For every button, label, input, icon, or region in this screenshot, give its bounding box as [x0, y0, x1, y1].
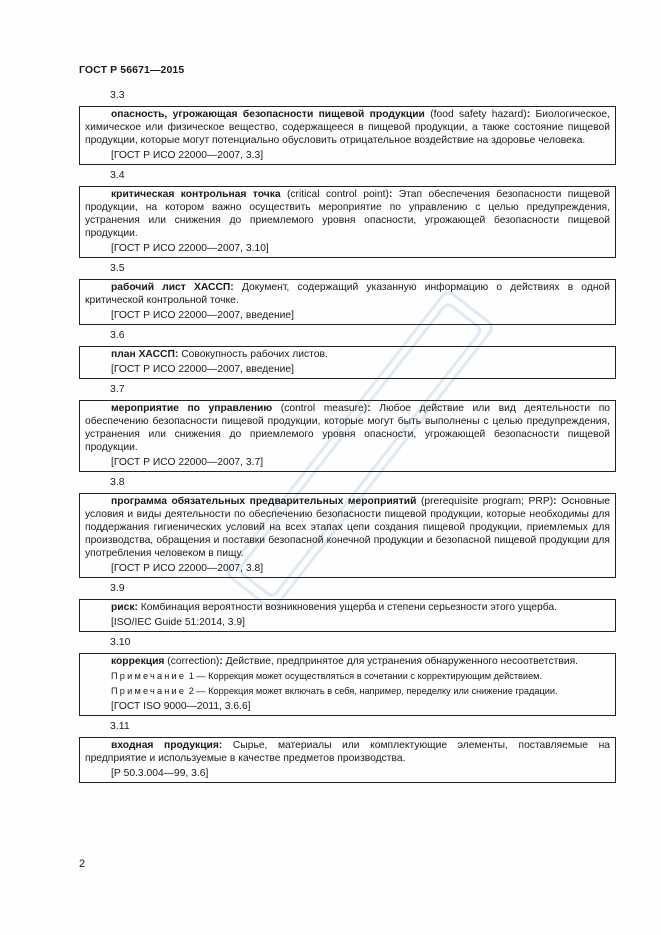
terms-list [79, 88, 616, 786]
note-label: Примечание [111, 671, 187, 681]
term-reference: [Р 50.3.004—99, 3.6] [111, 768, 209, 779]
term-note [85, 670, 610, 683]
term-entry [79, 493, 616, 578]
term-entry [79, 279, 616, 325]
term-definition [85, 601, 610, 614]
term-english: (control measure) [272, 403, 368, 414]
term-reference: [ГОСТ ISO 9000—2011, 3.6.6] [111, 701, 251, 712]
term-definition-text: Любое действие или вид деятельности по обеспечению безопасности пищевой продукции, которые могут быть выполнены с целью предупреждения, устранения или снижения до приемлемого уровня опасности, угрожающей безопасности пищевой продукции. [85, 403, 610, 453]
term-english: (critical control point) [280, 189, 389, 200]
term-english: (correction) [164, 656, 220, 667]
term-entry [79, 106, 616, 165]
term-definition-text: Комбинация вероятности возникновения ущерба и степени серьезности этого ущерба. [140, 602, 558, 613]
term-number: 3.8 [110, 476, 125, 488]
term-separator: : [230, 282, 242, 293]
term-english: (prerequisite program; PRP) [416, 496, 554, 507]
term-number: 3.3 [110, 89, 125, 101]
term-title: критическая контрольная точка [111, 189, 281, 200]
term-title: план ХАССП [111, 349, 175, 360]
term-definition-text: Документ, содержащий указанную информацию о действиях в одной критической контрольной точке. [85, 282, 610, 306]
term-english: (food safety hazard) [424, 109, 527, 120]
term-title: рабочий лист ХАССП [111, 282, 231, 293]
term-title: опасность, угрожающая безопасности пищевой продукции [111, 109, 425, 120]
term-note [85, 685, 610, 698]
term-number: 3.11 [110, 720, 130, 732]
term-reference: [ГОСТ Р ИСО 22000—2007, введение] [111, 364, 294, 375]
document-header: ГОСТ Р 56671—2015 [79, 64, 185, 76]
page-number: 2 [79, 858, 86, 870]
term-entry [79, 186, 616, 258]
term-definition [85, 108, 610, 147]
term-reference: [ISO/IEC Guide 51:2014, 3.9] [111, 617, 245, 628]
term-reference: [ГОСТ Р ИСО 22000—2007, 3.10] [111, 243, 269, 254]
term-reference: [ГОСТ Р ИСО 22000—2007, введение] [111, 310, 294, 321]
term-entry [79, 400, 616, 472]
term-entry [79, 653, 616, 716]
term-reference: [ГОСТ Р ИСО 22000—2007, 3.3] [111, 150, 264, 161]
term-separator: : [367, 403, 380, 414]
term-separator: : [134, 602, 141, 613]
term-separator: : [174, 349, 182, 360]
term-reference: [ГОСТ Р ИСО 22000—2007, 3.7] [111, 457, 264, 468]
term-title: программа обязательных предварительных мероприятий [111, 496, 417, 507]
term-definition [85, 281, 610, 307]
term-definition [85, 655, 610, 668]
term-definition [85, 348, 610, 361]
term-separator: : [526, 109, 536, 120]
term-number: 3.7 [110, 383, 125, 395]
term-title: входная продукция [111, 740, 219, 751]
term-definition-text: Основные условия и виды деятельности по обеспечению безопасности пищевой продукции, которые необходимы для поддержания гигиенических условий на всех этапах цепи создания пищевой продукции, приемлемых для производства, обращения и поставки безопасной конечной продукции и безопасной пищевой продукции для употребления человеком в пищу. [85, 496, 610, 559]
term-entry [79, 346, 616, 379]
term-number: 3.4 [110, 169, 125, 181]
term-definition-text: Сырье, материалы или комплектующие элементы, поставляемые на предприятие и используемые в качестве предметов производства. [85, 740, 610, 764]
term-number: 3.9 [110, 582, 125, 594]
term-title: мероприятие по управлению [111, 403, 273, 414]
term-separator: : [219, 656, 226, 667]
term-number: 3.6 [110, 329, 125, 341]
term-number: 3.5 [110, 262, 125, 274]
note-text: 1 — Коррекция может осуществляться в сочетании с корректирующим действием. [186, 671, 543, 681]
term-separator: : [553, 496, 562, 507]
term-definition [85, 495, 610, 560]
term-title: коррекция [111, 656, 165, 667]
term-definition [85, 739, 610, 765]
term-definition-text: Этап обеспечения безопасности пищевой продукции, на котором важно осуществить мероприятие по управлению с целью предупреждения, устранения или снижения до приемлемого уровня опасности, угрожающей безопасности пищевой продукции. [85, 189, 610, 239]
term-definition-text: Совокупность рабочих листов. [181, 349, 328, 360]
term-separator: : [218, 740, 233, 751]
note-label: Примечание [111, 686, 187, 696]
note-text: 2 — Коррекция может включать в себя, например, переделку или снижение градации. [186, 686, 558, 696]
term-definition-text: Действие, предпринятое для устранения обнаруженного несоответствия. [225, 656, 579, 667]
term-definition-text: Биологическое, химическое или физическое вещество, содержащееся в пищевой продукции, а также состояние пищевой продукции, которые могут потенциально обусловить отрицательное воздействие на здоровье человека. [85, 109, 610, 146]
term-entry [79, 737, 616, 783]
term-entry [79, 599, 616, 632]
term-title: риск [111, 602, 135, 613]
term-separator: : [388, 189, 399, 200]
term-reference: [ГОСТ Р ИСО 22000—2007, 3.8] [111, 563, 264, 574]
term-definition [85, 402, 610, 454]
term-definition [85, 188, 610, 240]
term-number: 3.10 [110, 636, 131, 648]
